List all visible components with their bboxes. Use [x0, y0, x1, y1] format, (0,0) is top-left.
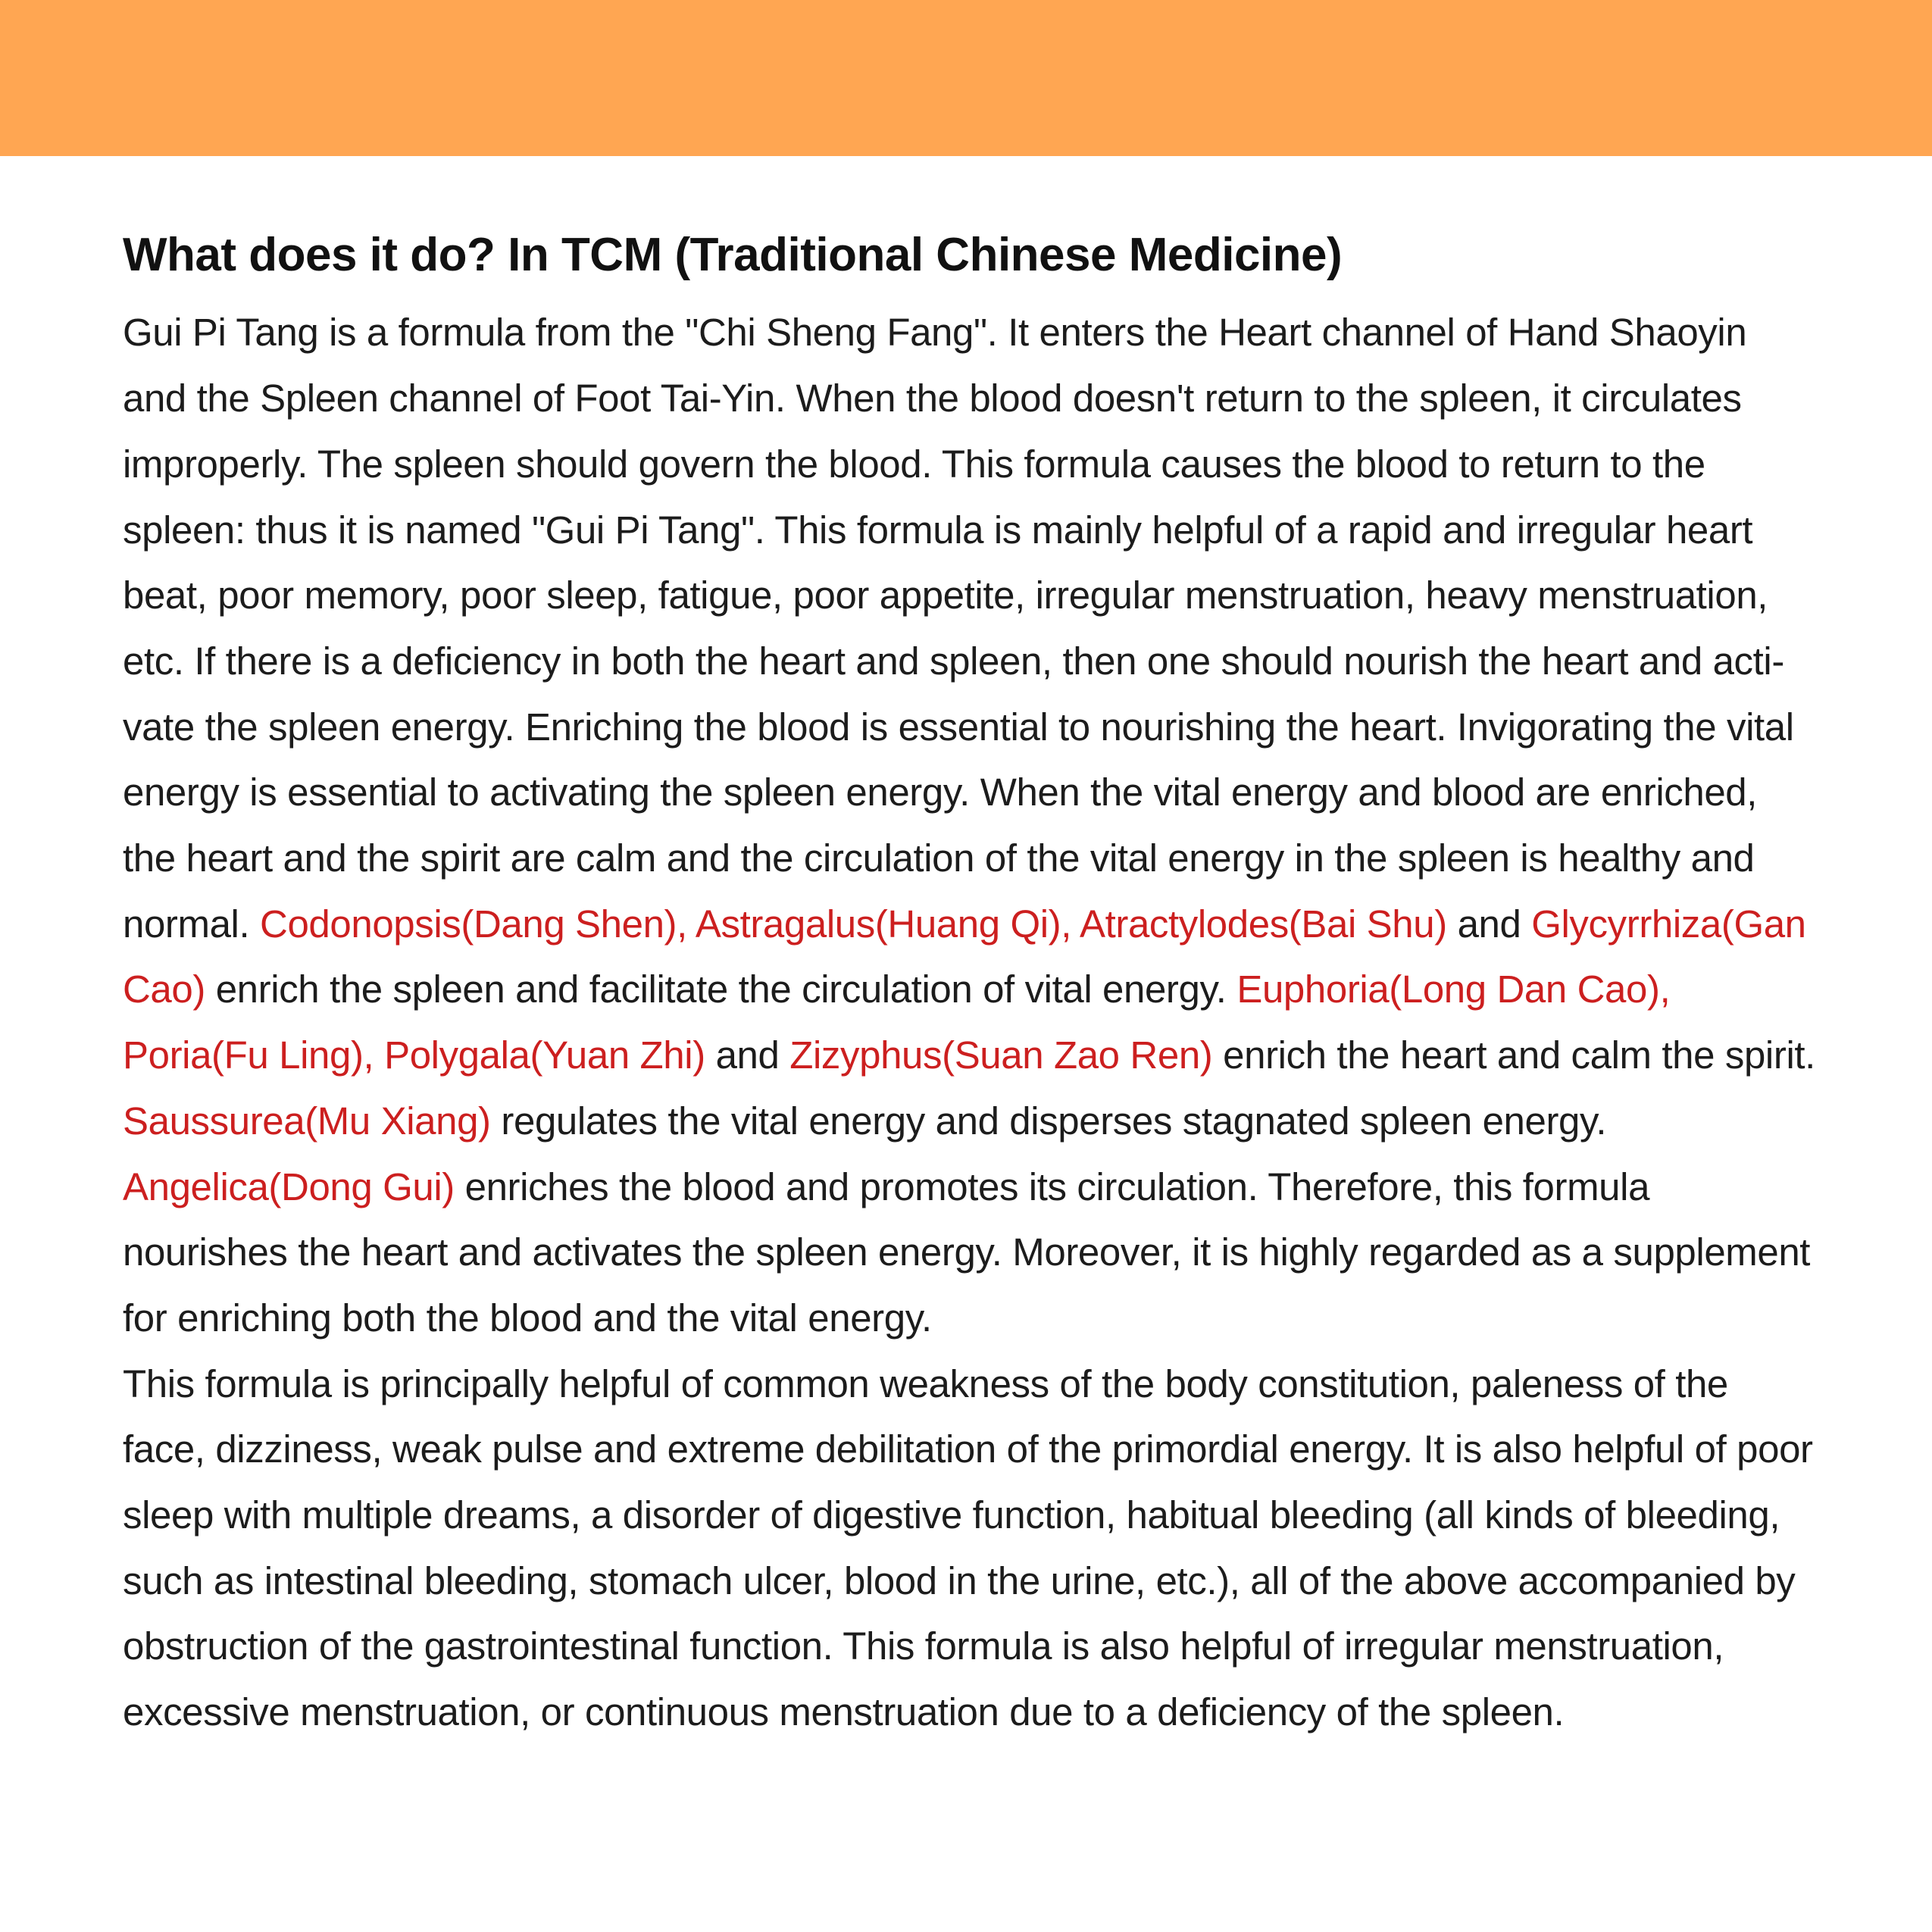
paragraph-text: enrich the heart and calm the spirit. [1212, 1033, 1815, 1077]
paragraph-text: regulates the vital energy and disperses stagnated spleen energy. [490, 1099, 1607, 1143]
article [123, 227, 1820, 1746]
paragraph-text: enriches the blood and promotes its circulation. Therefore, this formula nourishes the heart and activates the spleen energy. Moreover, it is highly regarded as a supplement for enriching both the blood and the vital energy. [123, 1165, 1811, 1340]
paragraph-indications: This formula is principally helpful of common weakness of the body constitution, paleness of the face, dizziness, weak pulse and extreme debilitation of the primordial energy. It is also helpful of poor sleep with multiple dreams, a disorder of digestive function, habitual bleeding (all kinds of bleeding, such as intestinal bleeding, stomach ulcer, blood in the urine, etc.), all of the above accompanied by obstruction of the gastrointestinal function. This formula is also helpful of irregular menstruation, excessive menstruation, or continuous menstruation due to a deficiency of the spleen. [123, 1361, 1813, 1734]
herb-angelica: Angelica(Dong Gui) [123, 1165, 455, 1208]
paragraph-tcm-description [123, 300, 1820, 1351]
section-heading: What does it do? In TCM (Traditional Chinese Medicine) [123, 229, 1343, 281]
herb-zizyphus: Zizyphus(Suan Zao Ren) [789, 1033, 1213, 1077]
header-band [0, 0, 1932, 156]
conjunction: and [1446, 902, 1532, 946]
conjunction: and [705, 1033, 790, 1077]
paragraph-intro: Gui Pi Tang is a formula from the "Chi Sheng Fang". It enters the Heart channel of Hand Shaoyin and the Spleen channel of Foot Tai-Yin. When the blood doesn't return to the spleen, it circulates improperly. The spleen should govern the blood. This formula causes the blood to return to the spleen: thus it is named "Gui Pi Tang". This formula is mainly helpful of a rapid and irregular heart beat, poor memory, poor sleep, fatigue, poor appetite, irregular menstruation, heavy menstruation, etc. If there is a deficiency in both the heart and spleen, then one should nourish the heart and activate the spleen energy. Enriching the blood is essential to nourishing the heart. Invigorating the vital energy is essential to activating the spleen energy. When the vital energy and blood are enriched, the heart and the spirit are calm and the circulation of the vital energy in the spleen is healthy and normal. [123, 311, 1794, 946]
paragraph-text: enrich the spleen and facilitate the circulation of vital energy. [205, 968, 1237, 1011]
herb-list-spleen: Codonopsis(Dang Shen), Astragalus(Huang Qi), Atractylodes(Bai Shu) [260, 902, 1447, 946]
herb-list-heart: Euphoria(Long Dan Cao), Poria(Fu Ling), Polygala(Yuan Zhi) [123, 968, 1671, 1077]
herb-saussurea: Saussurea(Mu Xiang) [123, 1099, 491, 1143]
herb-glycyrrhiza: Glycyrrhiza(Gan Cao) [123, 902, 1806, 1011]
